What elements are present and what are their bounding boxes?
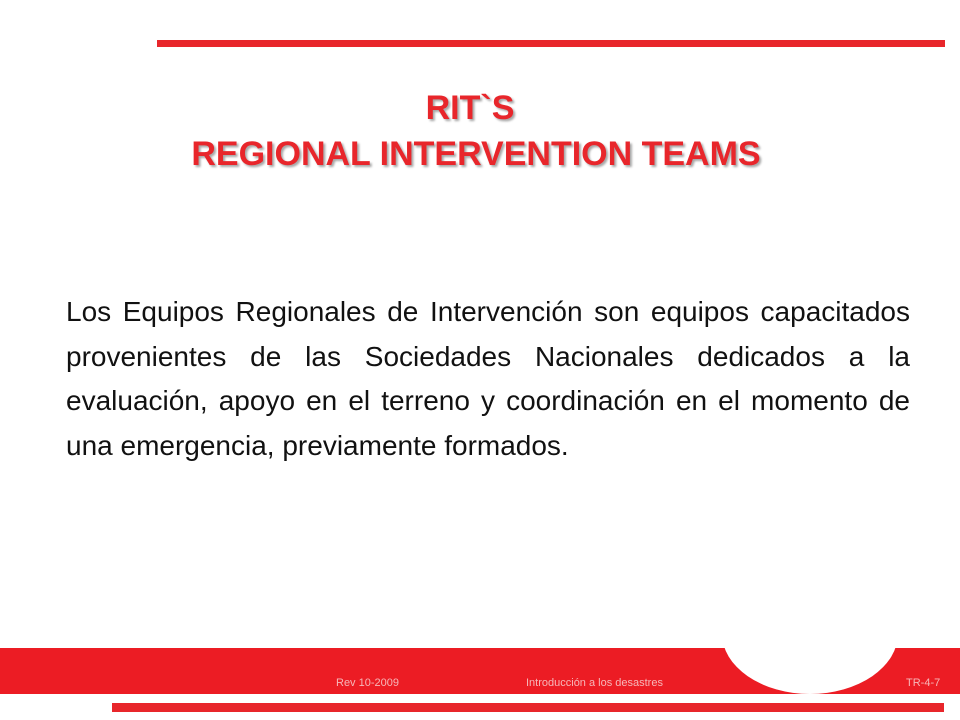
title-acronym: RIT`S (425, 89, 515, 127)
title-full-name: REGIONAL INTERVENTION TEAMS (191, 135, 761, 173)
footer-course-title: Introducción a los desastres (526, 677, 663, 689)
body-paragraph: Los Equipos Regionales de Intervención son equipos capacitados provenientes de las Sociedades Nacionales dedicados a la evaluación, apoyo en el terreno y coordinación en el momento de una emergencia, previamente formados. (66, 296, 910, 461)
footer-revision: Rev 10-2009 (336, 677, 399, 689)
slide-title (0, 86, 960, 176)
footer-slide-code: TR-4-7 (906, 677, 941, 689)
top-red-rule (157, 40, 945, 47)
bottom-red-rule (112, 703, 944, 712)
